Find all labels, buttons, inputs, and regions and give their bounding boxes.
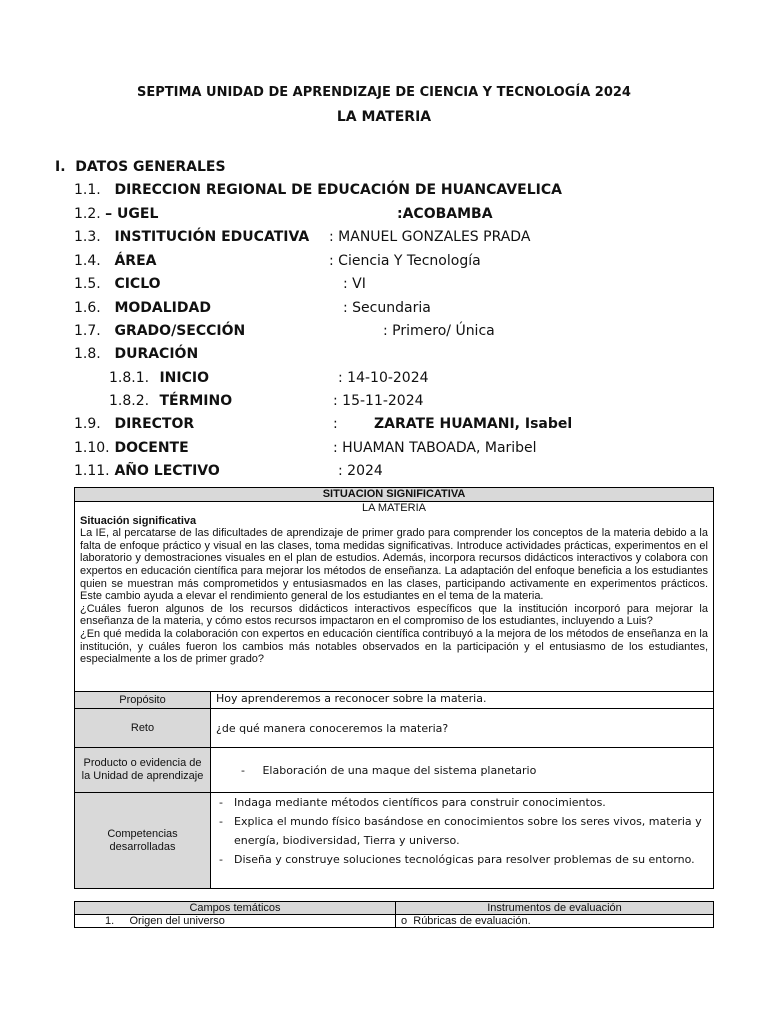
item-label: AÑO LECTIVO: [114, 463, 220, 479]
section-heading-datos-generales: [55, 159, 226, 175]
producto-dash: -: [241, 763, 245, 777]
competencias-label: Competencias desarrolladas: [75, 793, 211, 889]
item-value-ano-lectivo: : 2024: [338, 463, 383, 479]
reto-label: Reto: [75, 709, 211, 748]
item-number: 1.6.: [74, 300, 101, 316]
situacion-question-1: ¿Cuáles fueron algunos de los recursos didácticos interactivos específicos que la institución incorporó para mejorar la enseñanza de la materia, y cómo estos recursos impactaron en el compromiso de los estudiantes, incluyendo a Luis?: [80, 602, 708, 628]
campo-number: 1.: [105, 915, 115, 927]
item-value-director: ZARATE HUAMANI, Isabel: [374, 416, 573, 432]
item-label: ÁREA: [114, 253, 157, 269]
item-number: 1.5.: [74, 276, 101, 292]
campos-tematicos-table: [74, 901, 714, 928]
item-number: 1.11.: [74, 463, 110, 479]
instrumento-bullet: o: [401, 915, 408, 927]
producto-label: Producto o evidencia de la Unidad de aprendizaje: [75, 748, 211, 793]
item-label: DIRECCION REGIONAL DE EDUCACIÓN DE HUANCAVELICA: [114, 182, 562, 198]
item-number: 1.4.: [74, 253, 101, 269]
item-ano-lectivo: [74, 463, 220, 479]
competencia-item: - Explica el mundo físico basándose en conocimientos sobre los seres vivos, materia y energía, biodiversidad, Tierra y universo.: [216, 812, 708, 850]
item-number: 1.2.: [74, 206, 101, 222]
item-label: TÉRMINO: [159, 393, 233, 409]
item-modalidad: [74, 300, 211, 316]
item-value-inicio: : 14-10-2024: [338, 370, 429, 386]
situacion-question-2: ¿En qué medida la colaboración con expertos en educación científica contribuyó a la mejora de los métodos de enseñanza en la institución, y cuáles fueron los cambios más notables observados en la participación y el entusiasmo de los estudiantes, especialmente a los de primer grado?: [80, 627, 708, 666]
table-row: [75, 915, 714, 928]
campo-tematico-cell: [75, 915, 396, 928]
section-label: DATOS GENERALES: [75, 159, 226, 175]
campo-tema: Origen del universo: [129, 915, 225, 927]
situacion-label: Situación significativa: [80, 514, 197, 527]
instrumento-cell: [396, 915, 714, 928]
campos-header: Campos temáticos: [75, 902, 396, 915]
item-value-docente: : HUAMAN TABOADA, Maribel: [333, 440, 537, 456]
competencia-item: - Indaga mediante métodos científicos para construir conocimientos.: [216, 793, 708, 812]
situacion-header: SITUACION SIGNIFICATIVA: [75, 488, 714, 502]
item-value-ciclo: : VI: [343, 276, 366, 292]
item-label: – UGEL: [105, 206, 159, 222]
competencias-list: [216, 793, 708, 869]
item-label: DURACIÓN: [114, 346, 199, 362]
item-direccion-regional: [74, 182, 562, 198]
item-value-area: : Ciencia Y Tecnología: [329, 253, 481, 269]
proposito-value: Hoy aprenderemos a reconocer sobre la materia.: [211, 692, 714, 709]
situacion-paragraph: La IE, al percatarse de las dificultades de aprendizaje de primer grado para comprender los conceptos de la materia debido a la falta de enfoque práctico y visual en las clases, toma medidas significativas. Introduce actividades prácticas, experimentos en el laboratorio y demostraciones visuales en el plan de estudios. Además, incorpora recursos didácticos interactivos y colabora con expertos en educación científica para mejorar los métodos de enseñanza. La adaptación del enfoque beneficia a los estudiantes quien se muestran más comprometidos y entusiasmados en las clases, participando activamente en experimentos prácticos. Este cambio ayuda a elevar el rendimiento general de los estudiantes en el tema de la materia.: [80, 527, 708, 603]
item-value-termino: : 15-11-2024: [333, 393, 424, 409]
item-termino: [109, 393, 232, 409]
producto-cell: [211, 748, 714, 793]
instrumentos-header: Instrumentos de evaluación: [396, 902, 714, 915]
item-label: INICIO: [159, 370, 209, 386]
item-colon-director: :: [333, 416, 338, 432]
item-value-ugel: :ACOBAMBA: [397, 206, 493, 222]
item-docente: [74, 440, 189, 456]
item-number: 1.8.: [74, 346, 101, 362]
competencias-cell: [211, 793, 714, 889]
item-number: 1.9.: [74, 416, 101, 432]
item-label: DOCENTE: [114, 440, 189, 456]
item-number: 1.8.1.: [109, 370, 150, 386]
item-ugel: [74, 206, 158, 222]
item-number: 1.7.: [74, 323, 101, 339]
item-label: INSTITUCIÓN EDUCATIVA: [114, 229, 310, 245]
item-number: 1.8.2.: [109, 393, 150, 409]
item-label: GRADO/SECCIÓN: [114, 323, 246, 339]
item-value-modalidad: : Secundaria: [343, 300, 431, 316]
section-number: I.: [55, 159, 66, 175]
item-label: MODALIDAD: [114, 300, 211, 316]
situacion-significativa-table: [74, 487, 714, 889]
item-value-institucion: : MANUEL GONZALES PRADA: [329, 229, 531, 245]
item-inicio: [109, 370, 209, 386]
reto-value: ¿de qué manera conoceremos la materia?: [211, 709, 714, 748]
document-subtitle: LA MATERIA: [336, 109, 432, 125]
competencia-item: - Diseña y construye soluciones tecnológicas para resolver problemas de su entorno.: [216, 850, 708, 869]
item-institucion: [74, 229, 309, 245]
item-number: 1.3.: [74, 229, 101, 245]
item-label: DIRECTOR: [114, 416, 195, 432]
item-number: 1.10.: [74, 440, 110, 456]
item-duracion: [74, 346, 198, 362]
producto-value: Elaboración de una maque del sistema planetario: [262, 763, 537, 777]
item-ciclo: [74, 276, 161, 292]
item-director: [74, 416, 194, 432]
proposito-label: Propósito: [75, 692, 211, 709]
document-title: SEPTIMA UNIDAD DE APRENDIZAJE DE CIENCIA Y TECNOLOGÍA 2024: [137, 85, 631, 100]
item-value-grado-seccion: : Primero/ Única: [383, 323, 495, 339]
item-number: 1.1.: [74, 182, 101, 198]
situacion-body: [75, 502, 714, 692]
item-grado-seccion: [74, 323, 245, 339]
situacion-subheader: LA MATERIA: [362, 502, 426, 514]
item-label: CICLO: [114, 276, 161, 292]
instrumento-value: Rúbricas de evaluación.: [413, 915, 531, 927]
item-area: [74, 253, 156, 269]
